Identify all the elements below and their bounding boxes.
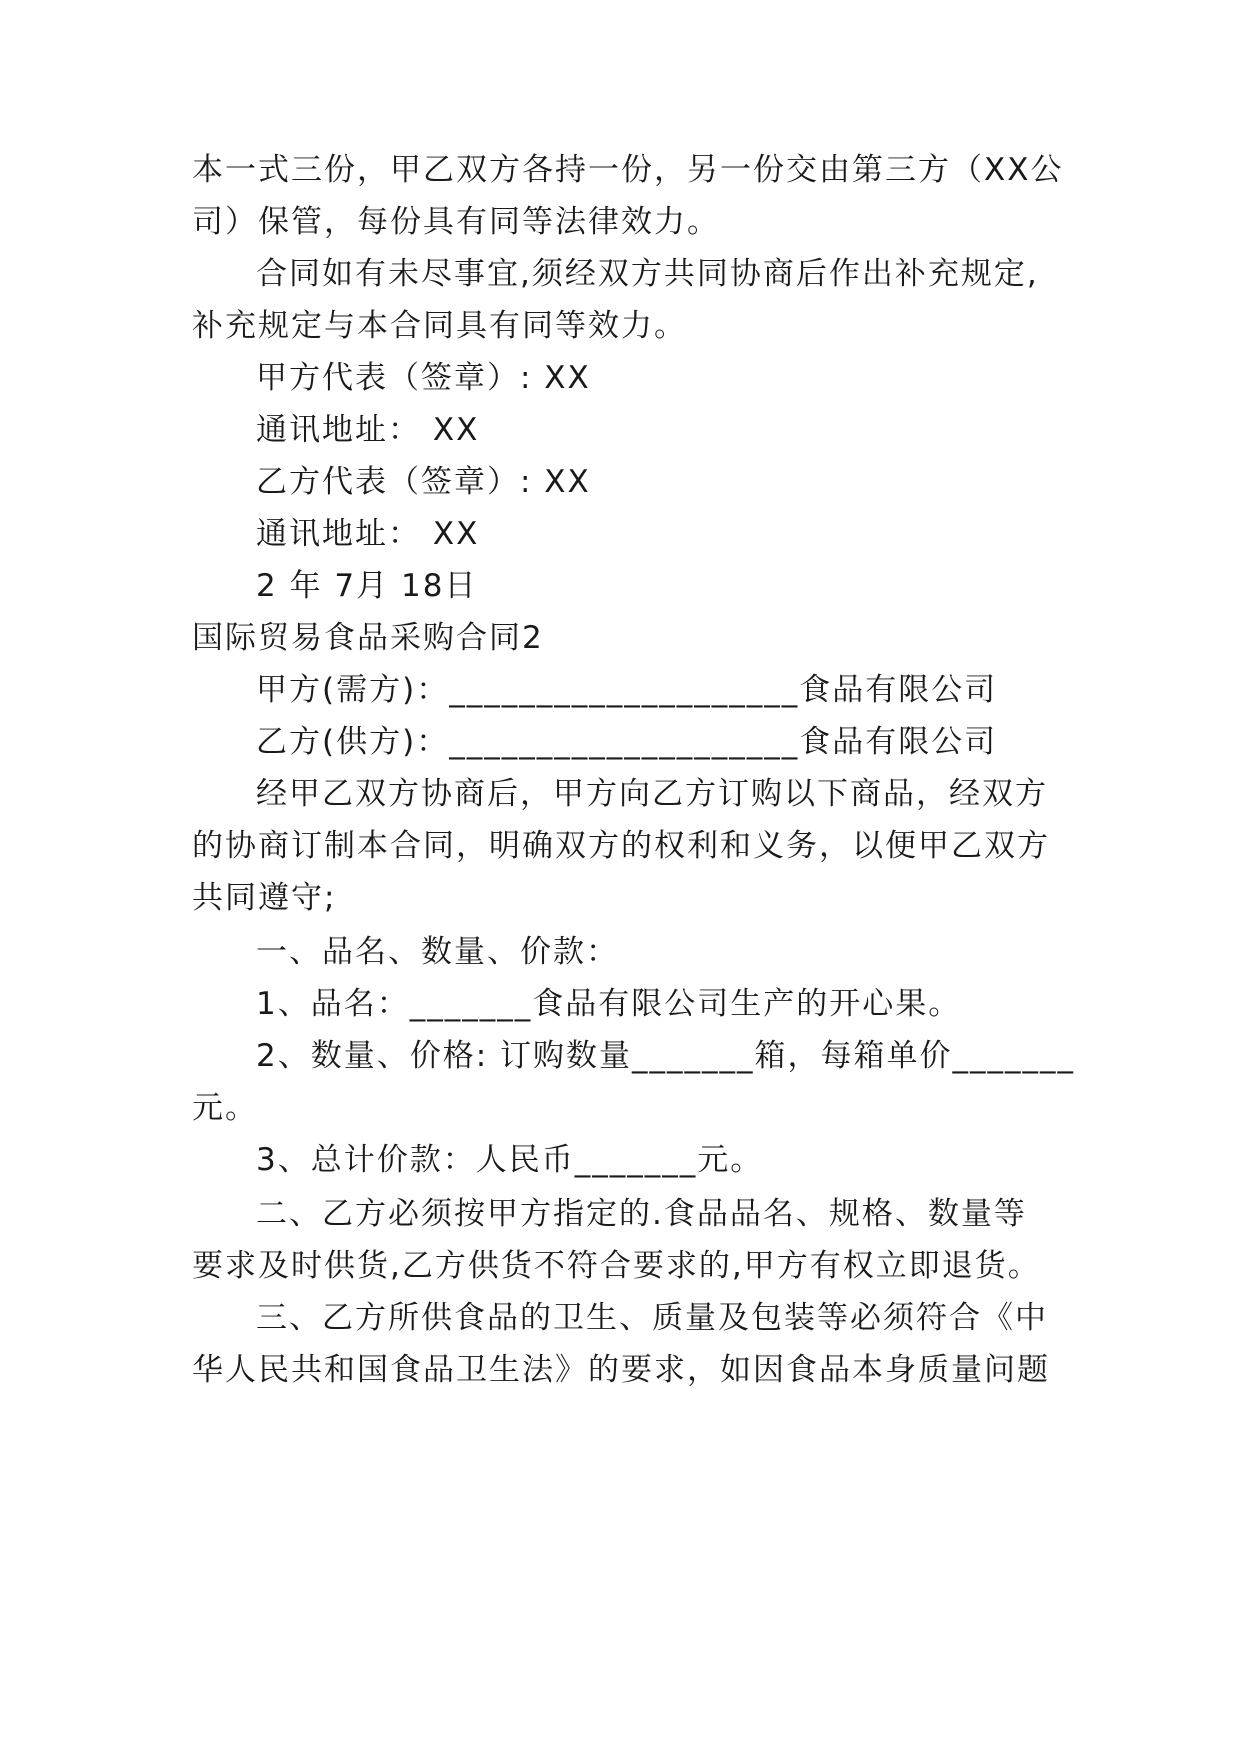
paragraph-line: 经甲乙双方协商后，甲方向乙方订购以下商品，经双方	[256, 776, 1048, 812]
paragraph-line: 二、乙方必须按甲方指定的.食品品名、规格、数量等	[256, 1196, 1027, 1232]
paragraph-line: 合同如有未尽事宜,须经双方共同协商后作出补充规定,	[256, 256, 1039, 292]
paragraph-line: 三、乙方所供食品的卫生、质量及包装等必须符合《中	[256, 1300, 1048, 1336]
section-heading: 一、品名、数量、价款：	[256, 934, 619, 970]
paragraph-line: 本一式三份，甲乙双方各持一份，另一份交由第三方（XX公	[192, 152, 1064, 188]
party-a-representative: 甲方代表（签章）: XX	[256, 360, 591, 396]
party-b-representative: 乙方代表（签章）: XX	[256, 464, 591, 500]
paragraph-line: 补充规定与本合同具有同等效力。	[192, 308, 687, 344]
paragraph-line: 的协商订制本合同，明确双方的权利和义务，以便甲乙双方	[192, 828, 1050, 864]
clause-line: 1、品名：_______食品有限公司生产的开心果。	[256, 986, 962, 1022]
paragraph-line: 要求及时供货,乙方供货不符合要求的,甲方有权立即退货。	[192, 1248, 1041, 1284]
party-a-line: 甲方(需方)：____________________食品有限公司	[256, 672, 998, 708]
paragraph-line: 共同遵守;	[192, 880, 337, 916]
party-b-line: 乙方(供方)：____________________食品有限公司	[256, 724, 998, 760]
contract-title: 国际贸易食品采购合同2	[192, 620, 544, 656]
contract-date: 2 年 7月 18日	[256, 568, 478, 604]
party-a-address: 通讯地址： XX	[256, 412, 480, 448]
paragraph-line: 华人民共和国食品卫生法》的要求，如因食品本身质量问题	[192, 1352, 1050, 1388]
clause-line: 元。	[192, 1090, 258, 1126]
party-b-address: 通讯地址： XX	[256, 516, 480, 552]
paragraph-line: 司）保管，每份具有同等法律效力。	[192, 204, 720, 240]
clause-line: 3、总计价款：人民币_______元。	[256, 1142, 764, 1178]
clause-line: 2、数量、价格: 订购数量_______箱，每箱单价_______	[256, 1038, 1076, 1074]
